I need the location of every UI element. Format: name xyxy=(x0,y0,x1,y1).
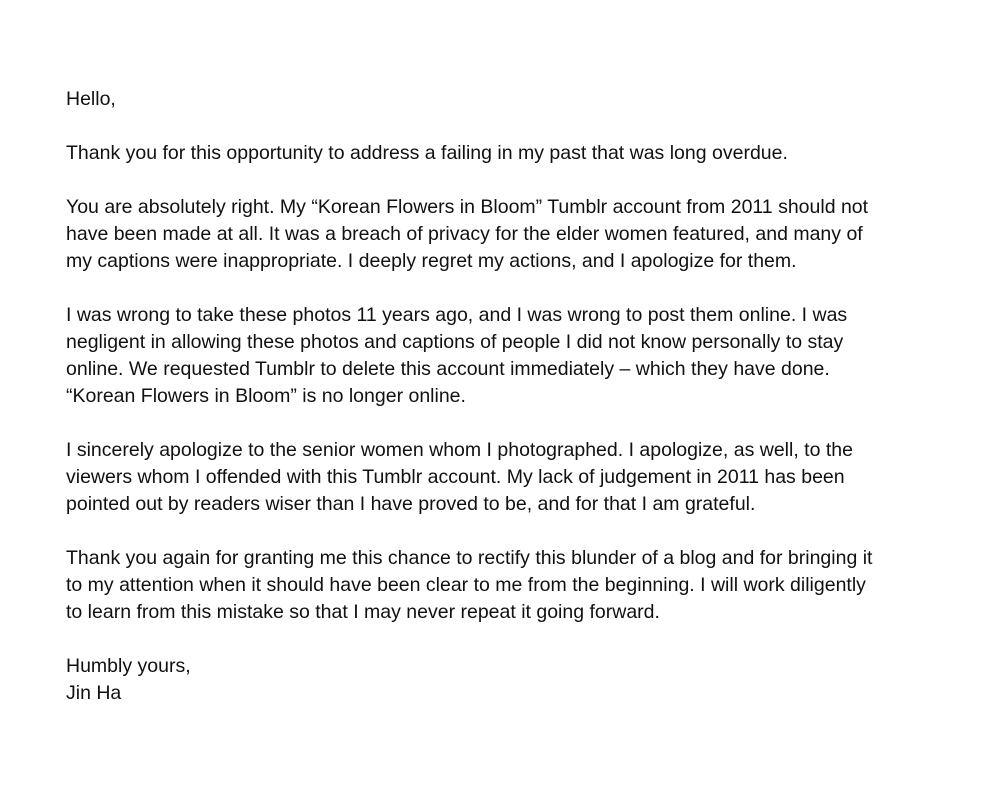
paragraph-admission xyxy=(66,194,966,275)
paragraph-wrongdoing xyxy=(66,302,966,410)
paragraph-line: negligent in allowing these photos and captions of people I did not know personally to stay xyxy=(66,331,844,353)
paragraph-commitment xyxy=(66,545,966,626)
paragraph-line: “Korean Flowers in Bloom” is no longer online. xyxy=(66,385,466,407)
paragraph-line: to my attention when it should have been clear to me from the beginning. I will work diligently xyxy=(66,574,866,596)
paragraph-line: to learn from this mistake so that I may never repeat it going forward. xyxy=(66,601,660,623)
paragraph-line: Thank you again for granting me this chance to rectify this blunder of a blog and for bringing it xyxy=(66,547,873,569)
paragraph-line: my captions were inappropriate. I deeply regret my actions, and I apologize for them. xyxy=(66,250,797,272)
signature: Jin Ha xyxy=(66,682,122,704)
paragraph-line: I was wrong to take these photos 11 years ago, and I was wrong to post them online. I was xyxy=(66,304,848,326)
paragraph-line: online. We requested Tumblr to delete this account immediately – which they have done. xyxy=(66,358,830,380)
closing-block xyxy=(66,653,966,707)
paragraph-apology xyxy=(66,437,966,518)
paragraph-line: You are absolutely right. My “Korean Flowers in Bloom” Tumblr account from 2011 should not xyxy=(66,196,869,218)
greeting: Hello, xyxy=(66,88,116,110)
closing: Humbly yours, xyxy=(66,655,191,677)
paragraph-line: pointed out by readers wiser than I have proved to be, and for that I am grateful. xyxy=(66,493,756,515)
paragraph-line: have been made at all. It was a breach of privacy for the elder women featured, and many of xyxy=(66,223,863,245)
paragraph-line: viewers whom I offended with this Tumblr account. My lack of judgement in 2011 has been xyxy=(66,466,845,488)
paragraph-line: I sincerely apologize to the senior women whom I photographed. I apologize, as well, to the xyxy=(66,439,853,461)
paragraph-line: Thank you for this opportunity to address a failing in my past that was long overdue. xyxy=(66,142,788,164)
letter-body xyxy=(66,86,966,707)
paragraph-thanks xyxy=(66,140,966,167)
